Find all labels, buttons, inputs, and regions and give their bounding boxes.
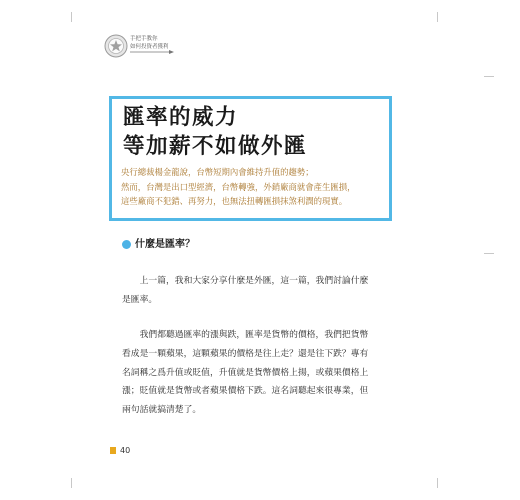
lead-line-3: 這些廠商不犯錯、再努力，也無法扭轉匯損抹煞利潤的現實。 [121, 196, 348, 206]
crop-mark-bottom-left [71, 478, 72, 488]
crop-mark-right-lower [484, 253, 494, 254]
chapter-title [123, 103, 307, 161]
series-badge-icon [104, 34, 128, 58]
paragraph-line: 我們都聽過匯率的漲與跌，匯率是貨幣的價格，我們把貨幣 [139, 330, 369, 340]
lead-line-2: 然而，台灣是出口型經濟，台幣轉強，外銷廠商就會產生匯損， [121, 181, 356, 192]
crop-mark-bottom-right [437, 478, 438, 488]
paragraph-line: 漲；貶值就是貨幣或者蘋果價格下跌。這名詞聽起來很專業，但 [122, 386, 369, 397]
header-arrow-rule [130, 50, 174, 54]
chapter-title-line-2: 等加薪不如做外匯 [123, 134, 308, 159]
folio-mark [110, 447, 116, 454]
bullet-dot-icon [122, 240, 131, 249]
crop-mark-right-upper [484, 76, 494, 77]
chapter-lead [121, 165, 383, 209]
lead-line-1: 央行總裁楊金龍說，台幣短期內會維持升值的趨勢； [121, 167, 314, 177]
paragraph-line: 是匯率。 [122, 294, 158, 305]
paragraph-line: 兩句話就搞清楚了。 [122, 405, 202, 416]
series-title-line-2: 如何投資者獲利 [130, 44, 169, 50]
crop-mark-top-right [437, 12, 438, 22]
paragraph-line: 名詞稱之爲升值或貶值，升值就是貨幣價格上揚，或蘋果價格上 [122, 367, 369, 378]
series-title-line-1: 手把手教你 [130, 36, 158, 42]
body-paragraph-2 [122, 326, 400, 420]
page-number: 40 [120, 446, 131, 455]
crop-mark-top-left [71, 12, 72, 22]
body-paragraph-1 [122, 272, 400, 310]
paragraph-line: 看成是一顆蘋果，這顆蘋果的價格是往上走？還是往下跌？專有 [122, 348, 369, 359]
series-title [130, 35, 169, 51]
paragraph-line: 上一篇，我和大家分享什麼是外匯，這一篇，我們討論什麼 [139, 276, 369, 286]
section-title: 什麼是匯率？ [135, 239, 195, 250]
chapter-title-line-1: 匯率的威力 [123, 105, 239, 130]
